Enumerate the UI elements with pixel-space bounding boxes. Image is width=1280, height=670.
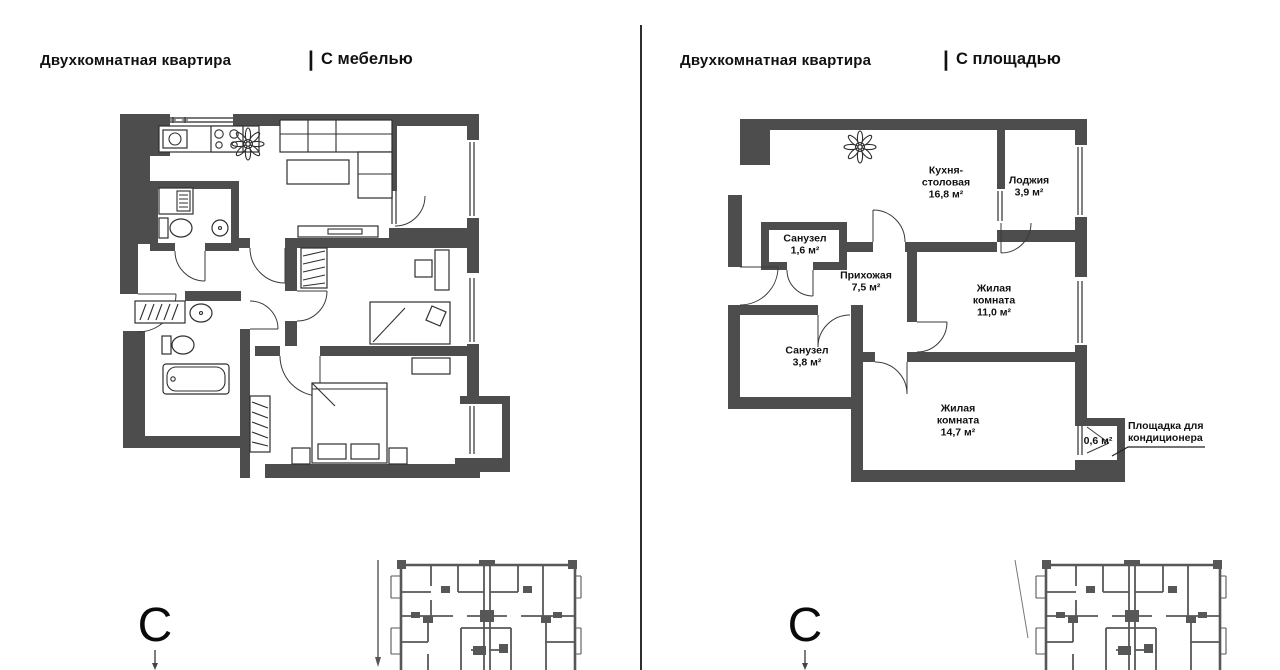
right-panel-title: Двухкомнатная квартира xyxy=(680,52,872,69)
panel-divider xyxy=(640,25,642,670)
compass-north-right: С xyxy=(787,599,823,652)
right-title-separator: | xyxy=(943,48,949,71)
tv-console xyxy=(298,226,378,237)
washing-machine xyxy=(159,188,193,214)
dresser xyxy=(412,358,450,374)
left-panel-title: Двухкомнатная квартира xyxy=(40,52,232,69)
room-labels xyxy=(695,105,1255,485)
room-label-bathroom-small: Санузел 1,6 м² xyxy=(783,232,827,256)
compass-north-left: С xyxy=(137,599,173,652)
toilet-2 xyxy=(162,336,194,354)
right-panel-subtitle: С площадью xyxy=(956,50,1061,68)
compass-arrow-left xyxy=(148,650,162,670)
pedestal-sink xyxy=(190,304,212,322)
coffee-table xyxy=(287,160,349,184)
room-label-living-1: Жилая комната 11,0 м² xyxy=(972,282,1016,318)
sofa xyxy=(280,120,392,198)
room-label-ac-platform: 0,6 м² xyxy=(1083,435,1113,448)
desk-and-chair xyxy=(415,250,449,290)
ac-platform-note: Площадка для кондиционера xyxy=(1128,420,1204,445)
building-plan-thumbnail-left xyxy=(383,558,590,670)
room-label-living-2: Жилая комната 14,7 м² xyxy=(936,402,980,438)
room-label-hallway: Прихожая 7,5 м² xyxy=(840,269,892,293)
bathtub xyxy=(163,364,229,394)
single-bed xyxy=(370,302,450,344)
room-label-bathroom-large: Санузел 3,8 м² xyxy=(785,344,829,368)
building-plan-thumbnail-right xyxy=(1028,558,1235,670)
wall-sink xyxy=(212,220,228,236)
toilet xyxy=(159,218,192,238)
left-panel-subtitle: С мебелью xyxy=(321,50,413,68)
coat-rack xyxy=(135,301,185,323)
left-title-separator: | xyxy=(308,48,314,71)
room-label-loggia: Лоджия 3,9 м² xyxy=(1008,174,1050,198)
furnished-floor-plan xyxy=(115,106,515,528)
wardrobe xyxy=(301,248,327,288)
room-label-kitchen: Кухня- столовая 16,8 м² xyxy=(921,164,971,200)
compass-arrow-right xyxy=(798,650,812,670)
closet xyxy=(250,396,270,452)
